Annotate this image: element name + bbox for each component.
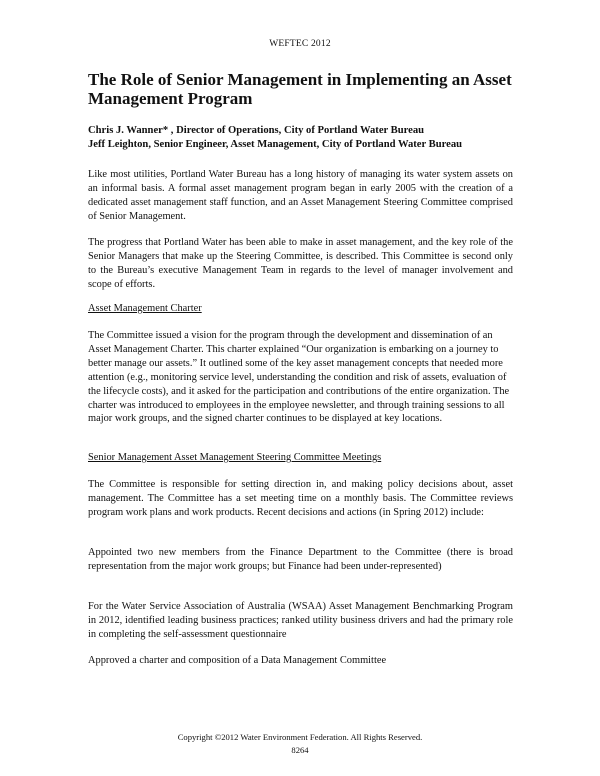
- charter-heading: Asset Management Charter: [88, 303, 202, 314]
- progress-paragraph: The progress that Portland Water has been able to make in asset management, and the key role of the Senior Managers that make up the Steering Committee, is described. This Committee is second only to the Bureau’s executive Management Team in regards to the level of manager involvement and scope of efforts.: [88, 237, 513, 290]
- author-block: [88, 124, 528, 152]
- copyright-footer: Copyright ©2012 Water Environment Federation. All Rights Reserved.: [177, 732, 423, 742]
- paper-title-line2: Management Program: [88, 89, 253, 108]
- action-item-1: Appointed two new members from the Finance Department to the Committee (there is broad representation from the major work groups; but Finance had been under-represented): [88, 547, 513, 572]
- running-header: WEFTEC 2012: [269, 39, 331, 49]
- author-1: Chris J. Wanner* , Director of Operations, City of Portland Water Bureau: [88, 125, 425, 136]
- paper-title: [88, 70, 518, 108]
- meetings-heading: Senior Management Asset Management Steering Committee Meetings: [88, 452, 382, 463]
- charter-paragraph: The Committee issued a vision for the program through the development and dissemination of an Asset Management Charter. This charter explained “Our organization is embarking on a journey to better manage our assets.” It outlined some of the key asset management concepts that needed more attention (e.g., monitoring service level, understanding the condition and risk of assets, evaluation of the lifecycle costs), and it asked for the participation and contributions of the entire organization. The charter was introduced to employees in the employee newsletter, and through training sessions to all major work groups, and the signed charter continues to be displayed at key locations.: [88, 330, 510, 425]
- intro-paragraph: Like most utilities, Portland Water Bureau has a long history of managing its water system assets on an informal basis. A formal asset management program began in early 2005 with the creation of a dedicated asset management staff function, and an Asset Management Steering Committee comprised of Senior Management.: [88, 169, 513, 222]
- action-item-3: Approved a charter and composition of a Data Management Committee: [88, 655, 387, 666]
- action-item-2: For the Water Service Association of Australia (WSAA) Asset Management Benchmarking Program in 2012, identified leading business practices; ranked utility business drivers and had the primary role in completing the self-assessment questionnaire: [88, 601, 513, 640]
- paper-title-line1: The Role of Senior Management in Implementing an Asset: [88, 70, 512, 89]
- meetings-paragraph: The Committee is responsible for setting direction in, and making policy decisions about, asset management. The Committee has a set meeting time on a monthly basis. The Committee reviews program work plans and work products. Recent decisions and actions (in Spring 2012) include:: [88, 479, 513, 518]
- author-2: Jeff Leighton, Senior Engineer, Asset Management, City of Portland Water Bureau: [88, 139, 463, 150]
- page-number: 8264: [291, 745, 309, 755]
